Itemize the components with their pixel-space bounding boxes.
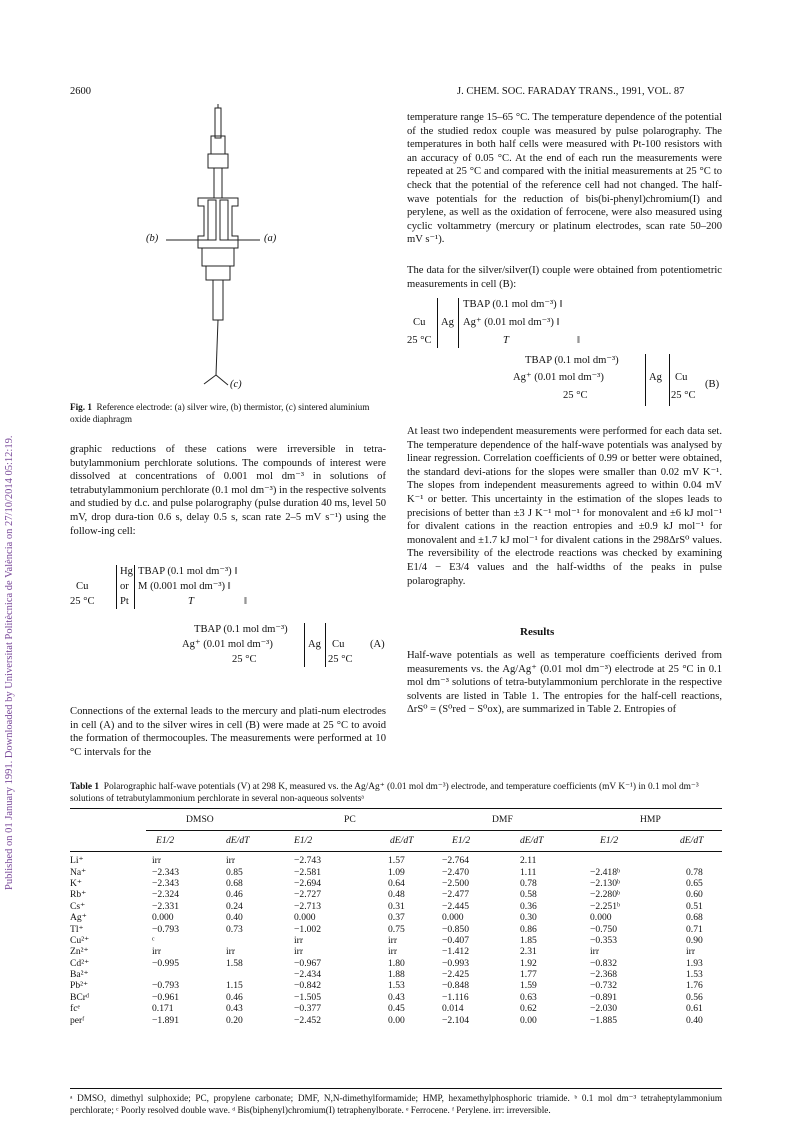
results-heading: Results [520,626,555,638]
table-cell: −1.002 [294,923,321,935]
cell-b-temp: 25 °C [407,335,432,346]
table-cell: −2.581 [294,866,321,878]
cell-a-hg: Hg [120,566,133,577]
table-cell: irr [388,946,398,958]
table-cell: 0.73 [226,923,243,935]
cell-a-ag: Ag [308,639,321,650]
table-cell: −1.412 [442,946,469,958]
table-cell: −2.425 [442,969,469,981]
table-row [70,878,722,889]
table-cell: −2.343 [152,877,179,889]
table-cell: 0.20 [226,1014,243,1026]
table-cell: −2.713 [294,900,321,912]
table-row [70,866,722,877]
subhead: dE/dT [226,834,250,846]
table-cell: 1.58 [226,957,243,969]
subhead: E1/2 [294,834,313,846]
table-cell: −2.477 [442,889,469,901]
row-species: perᶠ [70,1014,85,1026]
table-cell: −0.993 [442,957,469,969]
subhead: dE/dT [390,834,414,846]
table-row [70,969,722,980]
table-row [70,912,722,923]
table-cell: 0.68 [686,912,703,924]
table-cell: 0.31 [388,900,405,912]
table-cell [226,935,294,946]
table-cell: 0.51 [686,900,703,912]
table-cell [666,850,722,866]
cell-b-bar: ‖ [577,335,580,346]
table-cell: −0.995 [152,957,179,969]
table-cell: irr [152,855,162,867]
table-cell: −0.850 [442,923,469,935]
table-cell: −0.848 [442,980,469,992]
table-cell: −2.130ᵇ [590,877,620,889]
table-cell: 0.63 [520,991,537,1003]
table-cell: −0.793 [152,923,179,935]
group-hmp: HMP [640,813,661,825]
row-species: Ba²⁺ [70,969,89,981]
table-cell: −2.470 [442,866,469,878]
table-cell: 0.43 [388,991,405,1003]
right-paragraph-3: At least two independent measurements were performed for each data set. The temperature dependence of the half-wave potentials was analysed by linear regression. Correlation coefficients of 0.99 or better were obtained, the standard devi-ations for the slopes were smaller than 0.02 mV K⁻¹. The slopes from independent measurements agreed to within 0.04 mV K⁻¹ or better. This uncertainty in the estimation of the slopes leads to precisions of better than ±3 J K⁻¹ mol⁻¹ for monovalent and ±6 kJ mol⁻¹ for divalent cations in the reaction entropies and ±0.9 kJ mol⁻¹ for monovalent and ±1.7 kJ mol⁻¹ for divalent cations in the 298ΔrS⁰ values. The reversibility of the electrode reactions was checked by examining E1/4 − E3/4 values and the half-widths of the peaks in pulse polarography. [407,426,722,587]
table-cell: 0.30 [520,912,537,924]
table-cell: −2.104 [442,1014,469,1026]
table-row [70,935,722,946]
subhead: E1/2 [452,834,471,846]
table-row [70,992,722,1003]
row-species: Li⁺ [70,855,84,867]
subhead: dE/dT [680,834,704,846]
cell-a-temp: 25 °C [70,596,95,607]
table-cell: −2.331 [152,900,179,912]
label-b: (b) [146,233,159,244]
cell-a-m: M (0.001 mol dm⁻³) ‖ [138,581,231,592]
row-species: Cs⁺ [70,900,86,912]
table-cell: −0.891 [590,991,617,1003]
table-cell: −2.500 [442,877,469,889]
label-c: (c) [230,379,242,390]
journal-header: J. CHEM. SOC. FARADAY TRANS., 1991, VOL. 87 [457,86,685,97]
table-cell: 0.75 [388,923,405,935]
table-cell: irr [388,934,398,946]
table-cell: 0.014 [442,1003,464,1015]
table-cell: −2.418ᵇ [590,866,620,878]
table-cell: 0.78 [520,877,537,889]
table-cell: −2.743 [294,855,321,867]
cell-a-pt: Pt [120,596,129,607]
table-cell: −0.732 [590,980,617,992]
table-cell: irr [590,946,600,958]
table-caption [70,781,722,805]
cell-a-cu2: Cu [332,639,345,650]
table-cell: 0.68 [226,877,243,889]
table-cell: 0.90 [686,934,703,946]
figure-caption-label: Fig. 1 [70,402,92,412]
cell-b-t: T [503,335,509,346]
table-cell: 1.85 [520,934,537,946]
table-cell: irr [226,946,236,958]
table-cell: −2.368 [590,969,617,981]
table-cell: 0.58 [520,889,537,901]
cell-a-bar: ‖ [244,596,247,607]
table-cell: 1.76 [686,980,703,992]
table-cell: irr [152,946,162,958]
table-cell: 0.64 [388,877,405,889]
table-cell: 1.53 [388,980,405,992]
subhead: E1/2 [600,834,619,846]
table-bottom-rule [70,1088,722,1089]
subhead: dE/dT [520,834,544,846]
table-cell: −2.727 [294,889,321,901]
table-cell: −0.353 [590,934,617,946]
cell-b-cu2: Cu [675,372,688,383]
table-cell: 0.56 [686,991,703,1003]
table-cell: −0.793 [152,980,179,992]
table-cell: 1.59 [520,980,537,992]
table-cell: 0.62 [520,1003,537,1015]
table-cell: 0.36 [520,900,537,912]
table-cell: 1.15 [226,980,243,992]
table-cell: 0.40 [686,1014,703,1026]
table-cell: irr [294,946,304,958]
left-paragraph-1: graphic reductions of these cations were irreversible in tetra-butylammonium perchlorate solutions. The compounds of interest were dissolved at concentrations of 0.001 mol dm⁻³ in solutions of tetrabutylammonium perchlorate (0.1 mol dm⁻³) in the respective solvents and studied by d.c. and pulse polarography (pulse duration 40 ms, level 50 mV, drop dura-tion 0.6 s, delay 0.5 s, scan rate 2–5 mV s⁻¹) using the follow-ing cell: [70,444,386,537]
table-cell: 0.45 [388,1003,405,1015]
table-cell: 0.85 [226,866,243,878]
cell-a-diagram [70,565,390,695]
right-paragraph-4: Half-wave potentials as well as temperature coefficients derived from measurements vs. the Ag/Ag⁺ (0.01 mol dm⁻³) electrode at 25 °C in 0.1 mol dm⁻³ solutions of tetra-butylammonium perchlorate in the respective solvents are listed in Table 1. The entropies for the half-cell reactions, ΔrS⁰ = (S⁰red − S⁰ox), are summarized in Table 2. Entropies of [407,650,722,716]
table-cell: −2.434 [294,969,321,981]
table-cell: 0.000 [590,912,612,924]
table-cell [226,969,294,980]
table-cell: 1.93 [686,957,703,969]
table-cell: 1.57 [388,855,405,867]
cell-b-r1: TBAP (0.1 mol dm⁻³) [525,355,619,366]
table-cell: 0.24 [226,900,243,912]
table-cell: 1.80 [388,957,405,969]
table-cell: −0.407 [442,934,469,946]
right-paragraph-1: temperature range 15–65 °C. The temperature dependence of the potential of the studied redox couple was measured by pulse polarography. The temperatures in both half cells were measured with Pt-100 resistors with an accuracy of 0.05 °C. At the end of each run the measurements were repeated at 25 °C and compared with the initial measurements at 25 °C to check that the potential of the reference cell had not changed. The half-wave potentials for the reduction of bis(bi-phenyl)chromium(I) and perylene, as well as the oxidation of ferrocene, were also measured using cyclic voltammetry (mercury or platinum electrodes, scan rate 50–200 mV s⁻¹). [407,112,722,246]
row-species: fcᵉ [70,1003,80,1015]
table-cell: ᶜ [152,934,155,946]
table-cell: 0.71 [686,923,703,935]
cell-b-ag: Ag [441,317,454,328]
table-caption-label: Table 1 [70,782,100,792]
row-species: K⁺ [70,877,82,889]
table-row [70,850,722,866]
table-cell [146,969,226,980]
table-row [70,958,722,969]
table-cell: 1.11 [520,866,537,878]
table-row [70,923,722,934]
table-cell: 1.53 [686,969,703,981]
table-cell: −0.961 [152,991,179,1003]
cell-a-r1: TBAP (0.1 mol dm⁻³) [194,624,288,635]
row-species: Pb²⁺ [70,980,89,992]
table-cell: −2.251ᵇ [590,900,620,912]
cell-b-r3: 25 °C [563,390,588,401]
download-watermark: Published on 01 January 1991. Downloaded by Universitat Politècnica de València on 27/10/2014 05:12:19. [4,435,15,890]
cell-a-r3: 25 °C [232,654,257,665]
table-row [70,980,722,991]
figure-caption [70,402,390,425]
cell-b-diagram [407,298,722,416]
table-cell: −1.891 [152,1014,179,1026]
table-cell: −1.505 [294,991,321,1003]
table-1 [70,808,722,1026]
figure-caption-text: Reference electrode: (a) silver wire, (b) thermistor, (c) sintered aluminium oxide diaphragm [70,402,370,424]
table-cell: −2.343 [152,866,179,878]
group-pc: PC [344,813,356,825]
figure-1 [70,100,390,400]
table-cell: 1.77 [520,969,537,981]
table-cell: −2.764 [442,855,469,867]
left-paragraph-2: Connections of the external leads to the mercury and plati-num electrodes in cell (A) and to the silver wires in cell (B) were made at 25 °C to avoid the formation of thermocouples. The measurements were performed at 10 °C intervals for the [70,706,386,758]
cell-a-or: or [120,581,129,592]
table-cell: 0.000 [152,912,174,924]
cell-b-label: (B) [705,379,720,390]
table-cell: irr [294,934,304,946]
table-cell: −1.116 [442,991,469,1003]
table-cell: 0.46 [226,991,243,1003]
table-cell: −2.694 [294,877,321,889]
table-cell: −2.324 [152,889,179,901]
table-cell: −2.030 [590,1003,617,1015]
table-cell: 0.78 [686,866,703,878]
table-cell: −0.832 [590,957,617,969]
cell-b-tbap: TBAP (0.1 mol dm⁻³) ‖ [463,299,563,310]
subhead: E1/2 [156,834,175,846]
row-species: Rb⁺ [70,889,87,901]
table-cell: irr [226,855,236,867]
table-cell: 1.09 [388,866,405,878]
table-cell: 2.11 [520,855,537,867]
table-cell: −2.445 [442,900,469,912]
table-cell: 0.00 [520,1014,537,1026]
table-cell: −1.885 [590,1014,617,1026]
table-cell: 1.88 [388,969,405,981]
row-species: BCrᵈ [70,991,89,1003]
table-row [70,946,722,957]
row-species: Na⁺ [70,866,87,878]
cell-b-agp: Ag⁺ (0.01 mol dm⁻³) ‖ [463,317,560,328]
cell-a-cu: Cu [76,581,89,592]
table-cell: −0.377 [294,1003,321,1015]
table-cell: 2.31 [520,946,537,958]
table-cell: −0.967 [294,957,321,969]
table-cell: 0.00 [388,1014,405,1026]
table-cell: −0.750 [590,923,617,935]
table-row [70,1014,722,1025]
table-cell: 0.000 [442,912,464,924]
cell-a-label: (A) [370,639,385,650]
group-dmso: DMSO [186,813,214,825]
table-caption-text: Polarographic half-wave potentials (V) at 298 K, measured vs. the Ag/Ag⁺ (0.01 mol dm⁻³) electrode, and temperature coefficients (mV K⁻¹) in 0.1 mol dm⁻³ solutions of tetrabutylammonium perchlorate in several non-aqueous solventsᵃ [70,782,699,804]
row-species: Zn²⁺ [70,946,89,958]
table-cell [590,850,666,866]
table-cell: 0.37 [388,912,405,924]
table-cell: 0.86 [520,923,537,935]
table-cell: 0.43 [226,1003,243,1015]
table-cell: 0.40 [226,912,243,924]
right-paragraph-2: The data for the silver/silver(I) couple were obtained from potentiometric measurements in cell (B): [407,265,722,290]
table-cell: 1.92 [520,957,537,969]
table-footnote: ᵃ DMSO, dimethyl sulphoxide; PC, propylene carbonate; DMF, N,N-dimethylformamide; HMP, hexamethylphosphoric triamide. ᵇ 0.1 mol dm⁻³ tetraheptylammonium perchlorate; ᶜ Poorly resolved double wave. ᵈ Bis(biphenyl)chromium(I) tetraphenylborate. ᵉ Ferrocene. ᶠ Perylene. irr: irreversible. [70,1093,722,1115]
cell-a-r2: Ag⁺ (0.01 mol dm⁻³) [182,639,273,650]
cell-b-r3b: 25 °C [671,390,696,401]
cell-a-t: T [188,596,194,607]
group-dmf: DMF [492,813,513,825]
row-species: Cd²⁺ [70,957,90,969]
table-cell: −2.280ᵇ [590,889,620,901]
table-cell: 0.48 [388,889,405,901]
row-species: Tl⁺ [70,923,84,935]
table-cell: 0.65 [686,877,703,889]
cell-b-cu: Cu [413,317,426,328]
table-cell: 0.61 [686,1003,703,1015]
row-species: Ag⁺ [70,912,87,924]
table-cell: 0.60 [686,889,703,901]
row-species: Cu²⁺ [70,934,90,946]
cell-b-r2: Ag⁺ (0.01 mol dm⁻³) [513,372,604,383]
cell-a-r3b: 25 °C [328,654,353,665]
page-number: 2600 [70,86,91,97]
table-cell: 0.000 [294,912,316,924]
table-cell: 0.46 [226,889,243,901]
table-row [70,901,722,912]
table-cell: −0.842 [294,980,321,992]
table-row [70,1003,722,1014]
reference-electrode-drawing [70,100,390,400]
table-cell: 0.171 [152,1003,174,1015]
table-cell: irr [686,946,696,958]
label-a: (a) [264,233,277,244]
table-row [70,889,722,900]
cell-a-tbap: TBAP (0.1 mol dm⁻³) ‖ [138,566,238,577]
table-cell: −2.452 [294,1014,321,1026]
cell-b-ag2: Ag [649,372,662,383]
